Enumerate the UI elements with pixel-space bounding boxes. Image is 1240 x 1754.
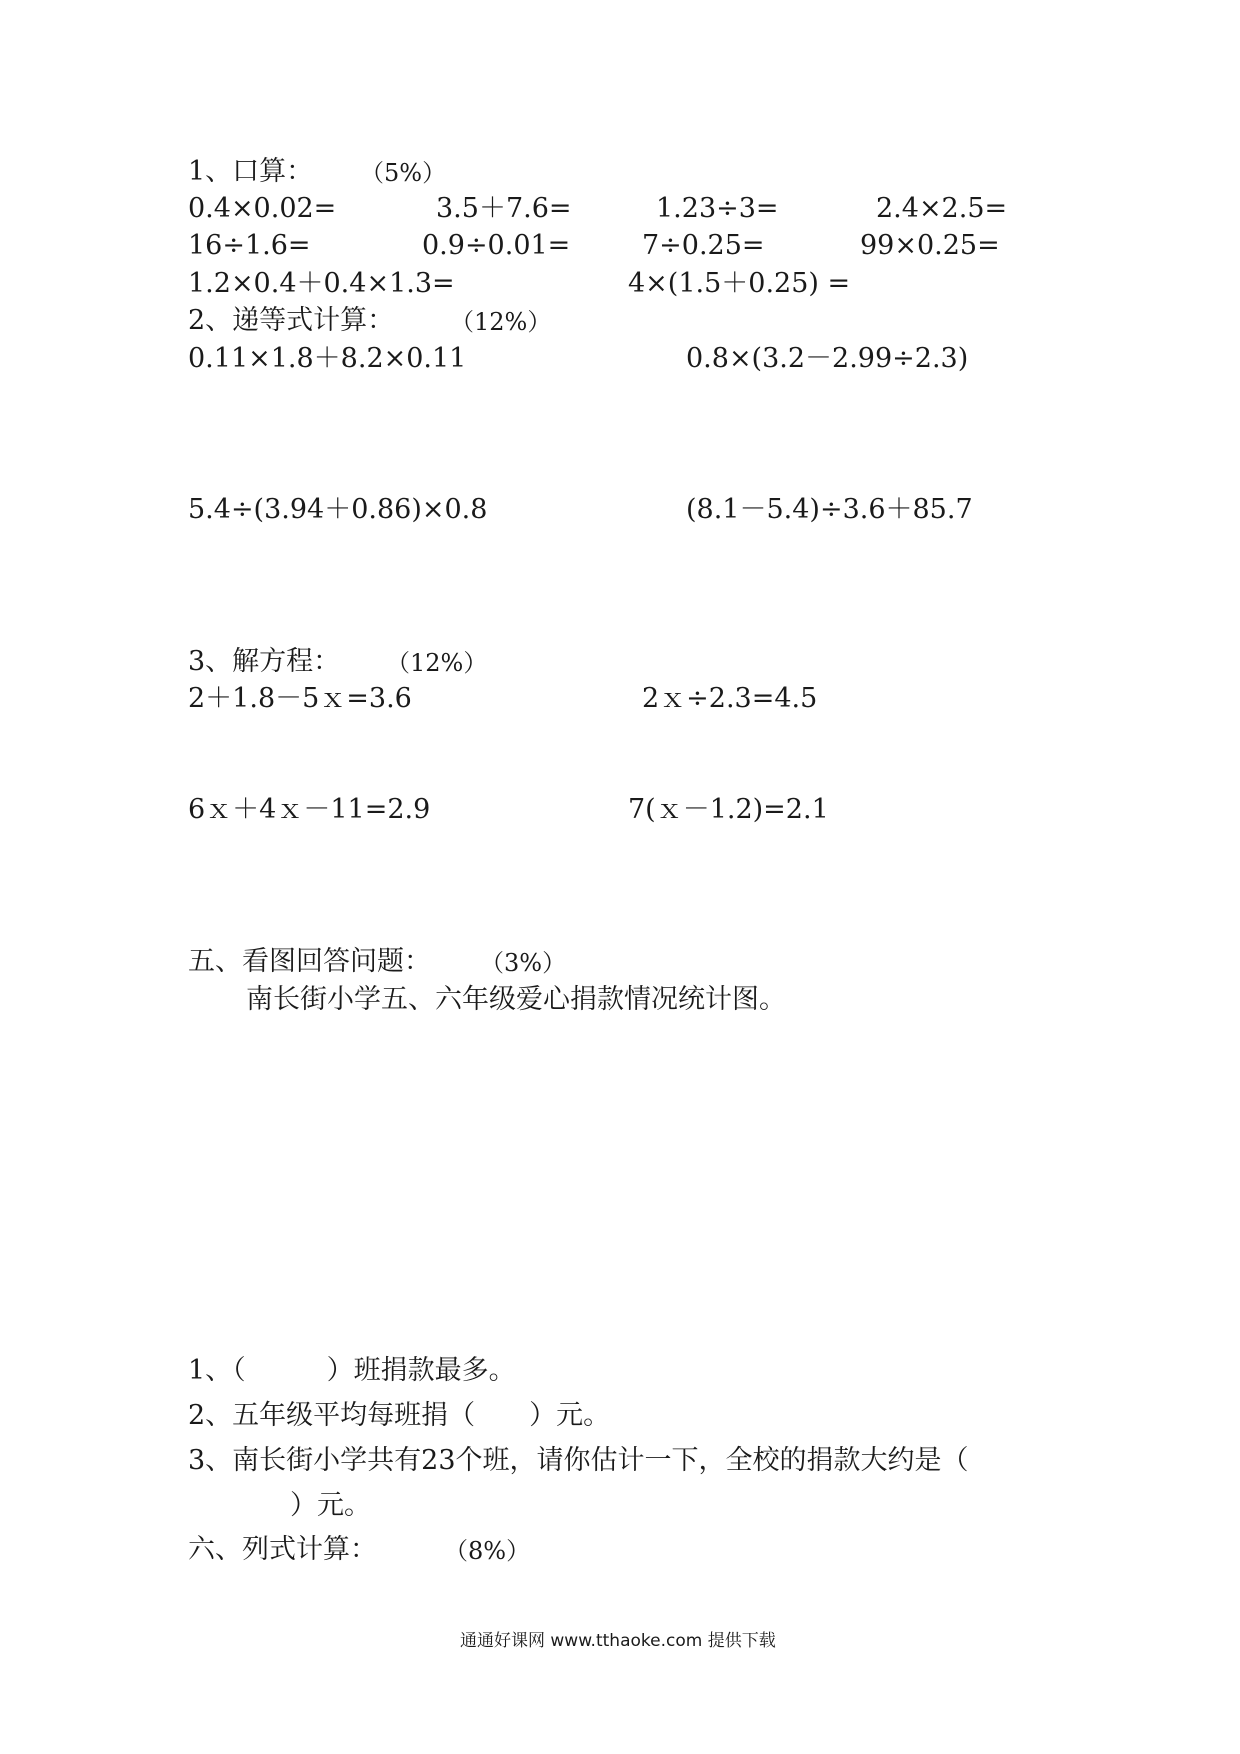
- equation-item: 6ｘ＋4ｘ－11=2.9: [188, 794, 431, 825]
- question-item: 3、南长街小学共有23个班，请你估计一下，全校的捐款大约是（: [188, 1445, 969, 1476]
- oral-item: 99×0.25=: [860, 230, 1000, 261]
- oral-item: 3.5＋7.6=: [436, 193, 572, 224]
- oral-item: 1.23÷3=: [656, 193, 779, 224]
- calc-item: (8.1－5.4)÷3.6＋85.7: [686, 494, 973, 525]
- section6-percent: （8%）: [444, 1537, 531, 1565]
- section1-percent: （5%）: [360, 159, 447, 187]
- section6-heading: 六、列式计算：: [188, 1534, 377, 1565]
- oral-item: 7÷0.25=: [642, 230, 765, 261]
- oral-item: 0.9÷0.01=: [422, 230, 571, 261]
- equation-item: 7(ｘ－1.2)=2.1: [628, 794, 829, 825]
- equation-item: 2＋1.8－5ｘ=3.6: [188, 683, 412, 714]
- section5-heading: 五、看图回答问题：: [188, 946, 431, 977]
- footer-text: 通通好课网 www.tthaoke.com 提供下载: [460, 1631, 776, 1651]
- section2-heading: 2、递等式计算：: [188, 305, 395, 336]
- oral-item: 16÷1.6=: [188, 230, 311, 261]
- question-item: 2、五年级平均每班捐（ ）元。: [188, 1400, 611, 1431]
- calc-item: 0.11×1.8＋8.2×0.11: [188, 343, 467, 374]
- section2-percent: （12%）: [450, 308, 552, 336]
- chart-caption: 南长街小学五、六年级爱心捐款情况统计图。: [246, 984, 786, 1015]
- section3-heading: 3、解方程：: [188, 646, 341, 677]
- section3-percent: （12%）: [386, 649, 488, 677]
- calc-item: 5.4÷(3.94＋0.86)×0.8: [188, 494, 488, 525]
- section5-percent: （3%）: [480, 949, 567, 977]
- oral-item: 1.2×0.4＋0.4×1.3=: [188, 268, 455, 299]
- question-item: ）元。: [290, 1490, 371, 1521]
- oral-item: 4×(1.5＋0.25) =: [628, 268, 851, 299]
- question-item: 1、（ ）班捐款最多。: [188, 1355, 516, 1386]
- oral-item: 2.4×2.5=: [876, 193, 1008, 224]
- calc-item: 0.8×(3.2－2.99÷2.3): [686, 343, 969, 374]
- section1-heading: 1、口算：: [188, 156, 314, 187]
- equation-item: 2ｘ÷2.3=4.5: [642, 683, 818, 714]
- oral-item: 0.4×0.02=: [188, 193, 337, 224]
